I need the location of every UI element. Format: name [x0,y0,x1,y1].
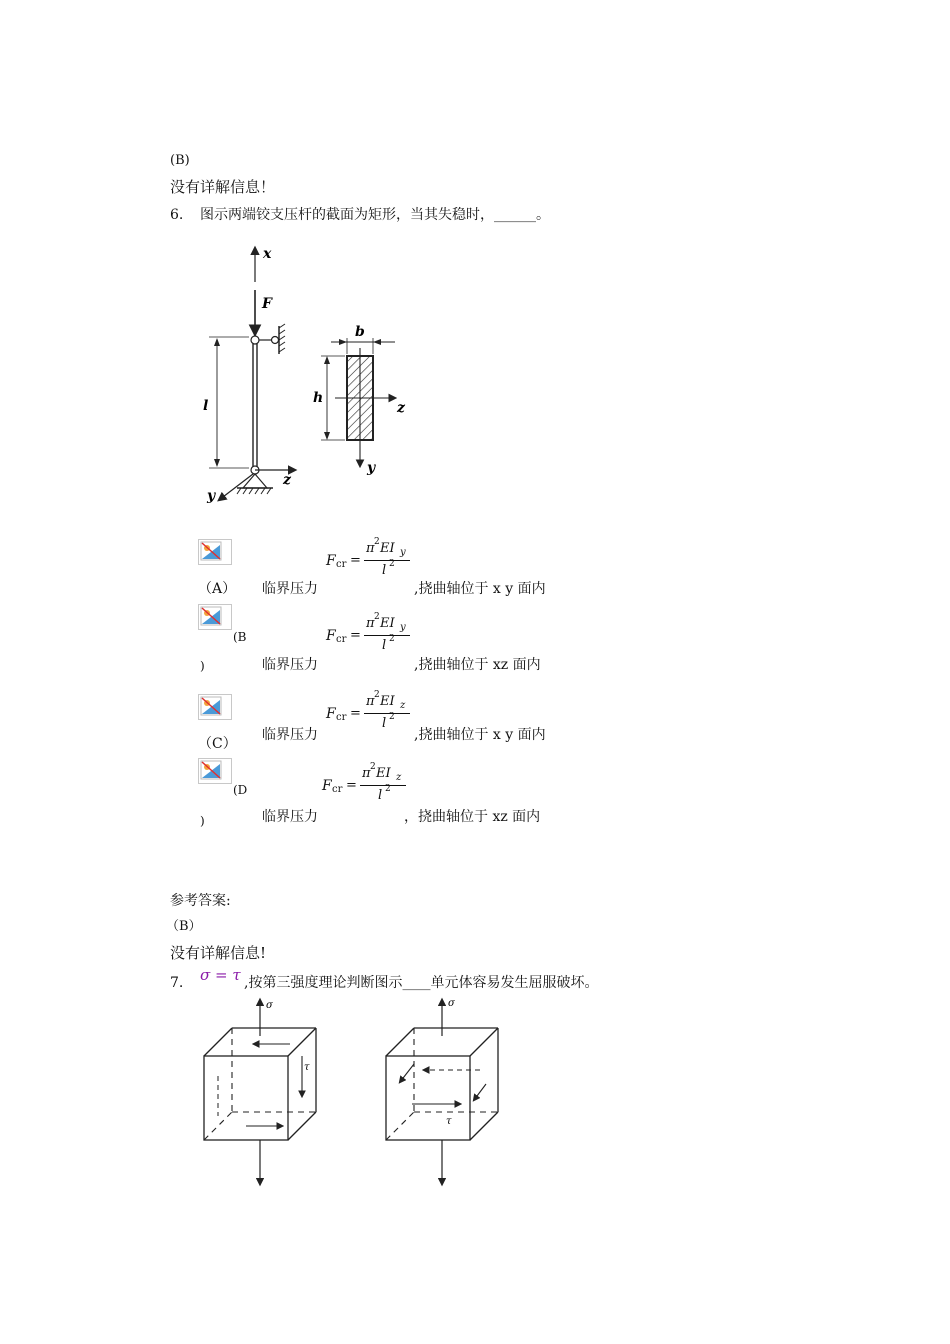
axis-x-label: x [263,246,272,262]
question-6-number: 6. [170,207,184,223]
option-a-suffix: ,挠曲轴位于 x y 面内 [414,581,546,597]
section-z-label: z [397,400,405,416]
option-b-label-open[interactable]: (B [233,630,247,644]
option-c-suffix: ,挠曲轴位于 x y 面内 [414,727,546,743]
sigma-equals-tau-formula: σ = τ [200,966,241,984]
sigma-left-label: σ [266,1000,273,1011]
axis-y-label: y [207,488,216,504]
option-b-label-close[interactable]: ) [200,659,205,673]
question-7-text: ,按第三强度理论判断图示____单元体容易发生屈服破坏。 [244,975,599,991]
option-c-prefix: 临界压力 [262,727,318,743]
previous-answer: (B) [170,153,190,168]
length-label: l [203,398,209,414]
option-c-label[interactable]: （C） [198,736,237,752]
broken-image-icon [198,539,232,565]
option-d-suffix: ，挠曲轴位于 xz 面内 [404,809,541,825]
force-label: F [262,296,272,312]
broken-image-icon [198,758,232,784]
formula-option-b: F cr = π 2 EI y l 2 [326,616,416,662]
question-6-text: 图示两端铰支压杆的截面为矩形，当其失稳时，______。 [200,207,550,223]
reference-answer: （B） [166,919,202,934]
formula-option-d: F cr = π 2 EI z l 2 [322,766,412,812]
width-label: b [355,324,365,340]
height-label: h [313,390,324,406]
option-d-label-open[interactable]: (D [233,783,248,797]
stress-elements-figure [190,992,510,1192]
axis-z-label: z [283,472,291,488]
broken-image-icon [198,694,232,720]
option-d-label-close[interactable]: ) [200,814,205,828]
formula-option-a: F cr = π 2 EI y l 2 [326,541,416,587]
option-b-suffix: ,挠曲轴位于 xz 面内 [414,657,541,673]
question-7-number: 7. [170,975,184,991]
sigma-right-label: σ [448,998,455,1009]
option-a-label[interactable]: （A） [198,581,237,597]
reference-answer-label: 参考答案: [170,893,231,909]
tau-left-label: τ [304,1062,310,1073]
section-y-label: y [367,460,376,476]
previous-no-detail: 没有详解信息！ [170,178,276,196]
tau-right-label: τ [446,1116,452,1127]
column-figure [195,242,435,512]
broken-image-icon [198,604,232,630]
no-detail-info: 没有详解信息! [170,944,267,962]
option-a-prefix: 临界压力 [262,581,318,597]
option-b-prefix: 临界压力 [262,657,318,673]
formula-option-c: F cr = π 2 EI z l 2 [326,694,416,740]
option-d-prefix: 临界压力 [262,809,318,825]
